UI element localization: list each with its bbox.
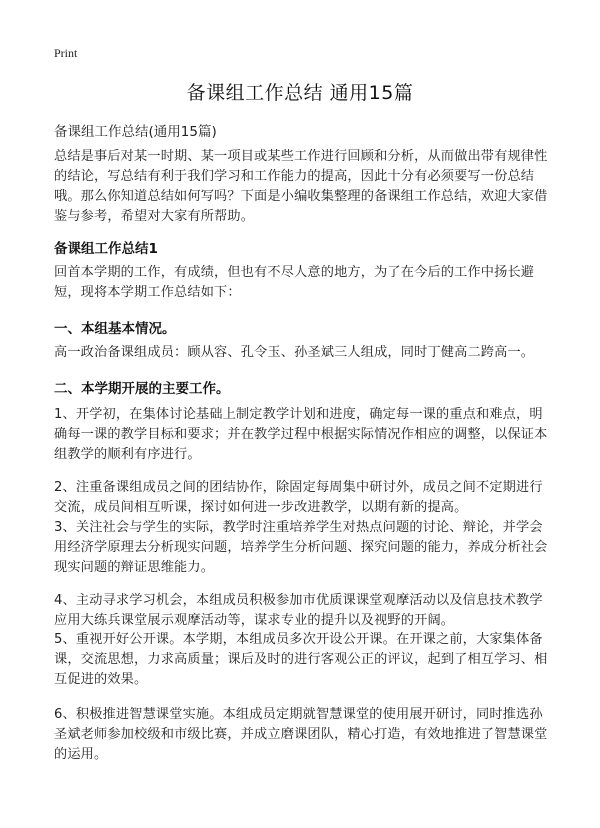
list-item: 4、主动寻求学习机会，本组成员积极参加市优质课课堂观摩活动以及信息技术教学应用大练兵课堂展示观摩活动等，谋求专业的提升以及视野的开阔。 [54, 593, 543, 628]
part1-heading: 一、本组基本情况。 [54, 321, 176, 337]
section-heading: 备课组工作总结1 [54, 241, 158, 257]
list-item: 5、重视开好公开课。本学期，本组成员多次开设公开课。在开课之前，大家集体备课，交流思想，力求高质量；课后及时的进行客观公正的评议，起到了相互学习、相互促进的效果。 [54, 632, 548, 687]
document-subtitle: 备课组工作总结(通用15篇) [54, 124, 217, 140]
list-item: 1、开学初，在集体讨论基础上制定教学计划和进度，确定每一课的重点和难点，明确每一课的教学目标和要求；并在教学过程中根据实际情况作相应的调整，以保证本组教学的顺利有序进行。 [54, 407, 548, 462]
list-item: 2、注重备课组成员之间的团结协作，除固定每周集中研讨外，成员之间不定期进行交流，成员间相互听课，探讨如何进一步改进教学，以期有新的提高。 [54, 480, 543, 515]
document-title: 备课组工作总结 通用15篇 [186, 82, 414, 104]
list-item: 6、积极推进智慧课堂实施。本组成员定期就智慧课堂的使用展开研讨，同时推选孙圣斌老师参加校级和市级比赛，并成立磨课团队，精心打造，有效地推进了智慧课堂的运用。 [54, 707, 548, 762]
part2-heading: 二、本学期开展的主要工作。 [54, 381, 230, 397]
print-label: Print [54, 46, 78, 60]
list-item: 3、关注社会与学生的实际，教学时注重培养学生对热点问题的讨论、辩论，并学会用经济学原理去分析现实问题，培养学生分析问题、探究问题的能力，养成分析社会现实问题的辩证思维能力。 [54, 520, 548, 575]
intro-paragraph: 总结是事后对某一时期、某一项目或某些工作进行回顾和分析，从而做出带有规律性的结论，写总结有利于我们学习和工作能力的提高，因此十分有必须要写一份总结哦。那么你知道总结如何写吗？下面是小编收集整理的备课组工作总结，欢迎大家借鉴与参考，希望对大家有所帮助。 [54, 149, 548, 224]
part1-text: 高一政治备课组成员：顾从容、孔令玉、孙圣斌三人组成，同时丁健高二跨高一。 [54, 345, 535, 360]
opening-paragraph: 回首本学期的工作，有成绩，但也有不尽人意的地方，为了在今后的工作中扬长避短，现将本学期工作总结如下： [54, 265, 535, 300]
